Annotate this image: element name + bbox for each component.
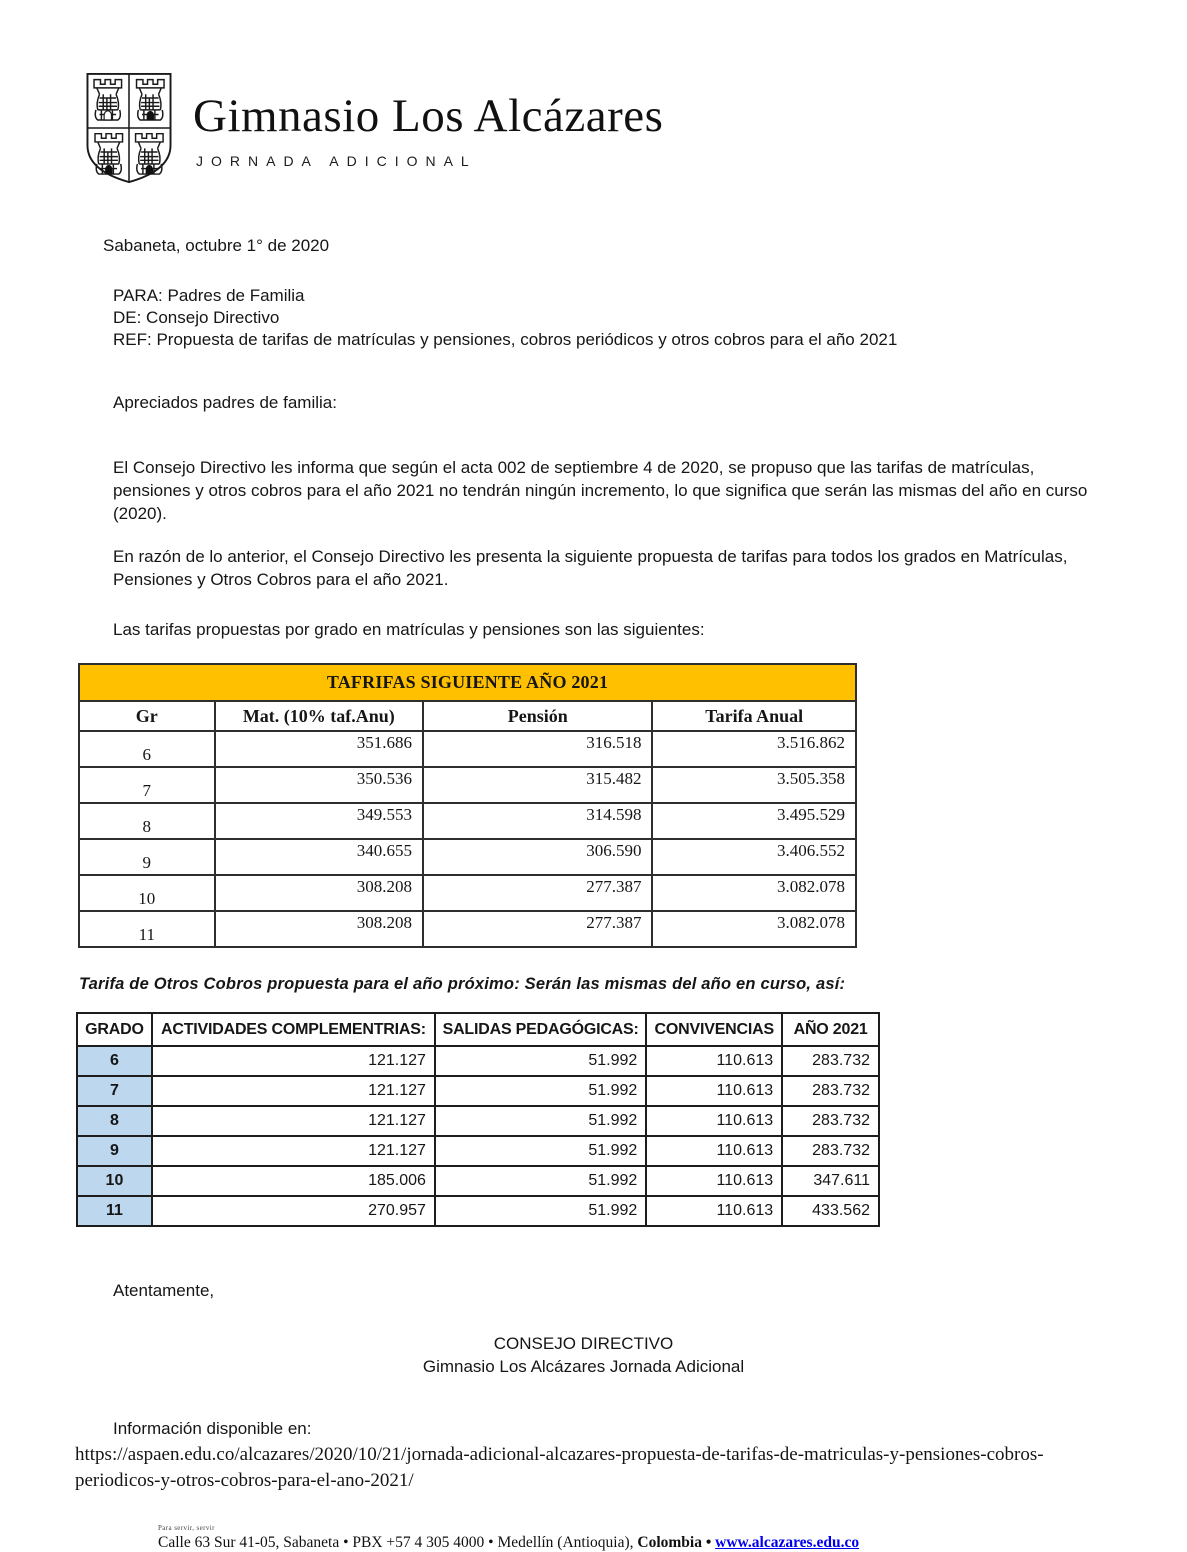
column-header-pension: Pensión — [423, 701, 652, 731]
letterhead-text — [193, 72, 663, 169]
table-cell: 121.127 — [152, 1076, 435, 1106]
table-cell: 8 — [79, 803, 215, 839]
closing: Atentamente, — [113, 1281, 215, 1300]
table-cell: 3.516.862 — [652, 731, 856, 767]
table-cell: 9 — [77, 1136, 152, 1166]
school-subtitle: JORNADA ADICIONAL — [196, 153, 477, 170]
table-cell: 51.992 — [435, 1076, 646, 1106]
table-cell: 283.732 — [782, 1136, 879, 1166]
table-cell: 277.387 — [423, 911, 652, 947]
table-cell: 110.613 — [646, 1076, 782, 1106]
letterhead — [85, 72, 1092, 184]
table-cell: 306.590 — [423, 839, 652, 875]
table-cell: 185.006 — [152, 1166, 435, 1196]
paragraph-2: En razón de lo anterior, el Consejo Directivo les presenta la siguiente propuesta de tarifas para todos los grados en Matrículas, Pensiones y Otros Cobros para el año 2021. — [113, 547, 1068, 589]
other-charges-table-body — [77, 1046, 879, 1226]
table-cell: 110.613 — [646, 1136, 782, 1166]
table-row — [79, 731, 856, 767]
table-cell: 51.992 — [435, 1136, 646, 1166]
table-row — [77, 1196, 879, 1226]
signature-line-2: Gimnasio Los Alcázares Jornada Adicional — [422, 1357, 745, 1376]
table-cell: 270.957 — [152, 1196, 435, 1226]
footer-address-text: Calle 63 Sur 41-05, Sabaneta • PBX +57 4 305 4000 • Medellín (Antioquia), — [158, 1534, 638, 1551]
table-cell: 3.495.529 — [652, 803, 856, 839]
table-cell: 283.732 — [782, 1076, 879, 1106]
table-cell: 51.992 — [435, 1166, 646, 1196]
table-cell: 121.127 — [152, 1046, 435, 1076]
recipient-block — [113, 285, 1092, 351]
table-cell: 6 — [77, 1046, 152, 1076]
signature-block — [75, 1332, 1092, 1378]
ref-line: REF: Propuesta de tarifas de matrículas y pensiones, cobros periódicos y otros cobros para el año 2021 — [113, 330, 898, 349]
footer-address — [158, 1534, 1092, 1552]
table-cell: 51.992 — [435, 1046, 646, 1076]
table-cell: 110.613 — [646, 1046, 782, 1076]
paragraph-3: Las tarifas propuestas por grado en matrículas y pensiones son las siguientes: — [113, 620, 705, 639]
school-crest-icon — [85, 72, 173, 184]
other-charges-table — [76, 1012, 880, 1227]
table-cell: 283.732 — [782, 1046, 879, 1076]
table-cell: 3.082.078 — [652, 875, 856, 911]
footer-separator: • — [701, 1534, 716, 1551]
table-cell: 277.387 — [423, 875, 652, 911]
table-cell: 7 — [77, 1076, 152, 1106]
paragraph-1: El Consejo Directivo les informa que según el acta 002 de septiembre 4 de 2020, se propuso que las tarifas de matrículas, pensiones y otros cobros para el año 2021 no tendrán ningún incremento, lo que significa que serán las mismas del año en curso (2020). — [113, 458, 1088, 523]
table-cell: 121.127 — [152, 1106, 435, 1136]
table-cell: 10 — [79, 875, 215, 911]
school-name: Gimnasio Los Alcázares — [193, 90, 664, 142]
table-cell: 3.505.358 — [652, 767, 856, 803]
table-cell: 351.686 — [215, 731, 423, 767]
table-row — [79, 875, 856, 911]
table-row — [77, 1106, 879, 1136]
table-row — [79, 911, 856, 947]
table-row — [77, 1136, 879, 1166]
table-cell: 283.732 — [782, 1106, 879, 1136]
date-line: Sabaneta, octubre 1° de 2020 — [103, 236, 330, 255]
other-charges-table-head — [77, 1013, 879, 1046]
para-line: PARA: Padres de Familia — [113, 286, 305, 305]
tariff-table — [78, 663, 857, 948]
column-header-ano-2021: AÑO 2021 — [782, 1013, 879, 1046]
table-cell: 110.613 — [646, 1196, 782, 1226]
other-charges-intro: Tarifa de Otros Cobros propuesta para el año próximo: Serán las mismas del año en curso, así: — [79, 975, 846, 993]
table-cell: 308.208 — [215, 911, 423, 947]
table-cell: 315.482 — [423, 767, 652, 803]
table-cell: 10 — [77, 1166, 152, 1196]
table-cell: 8 — [77, 1106, 152, 1136]
table-row — [77, 1076, 879, 1106]
info-label: Información disponible en: — [113, 1419, 312, 1438]
footer-motto: Para servir, servir — [158, 1524, 215, 1532]
signature-line-1: CONSEJO DIRECTIVO — [493, 1334, 674, 1353]
column-header-tarifa-anual: Tarifa Anual — [652, 701, 856, 731]
table-cell: 433.562 — [782, 1196, 879, 1226]
table-cell: 110.613 — [646, 1166, 782, 1196]
table-cell: 7 — [79, 767, 215, 803]
tariff-table-head — [79, 664, 856, 731]
table-cell: 51.992 — [435, 1106, 646, 1136]
table-cell: 3.406.552 — [652, 839, 856, 875]
table-cell: 316.518 — [423, 731, 652, 767]
table-cell: 6 — [79, 731, 215, 767]
table-cell: 314.598 — [423, 803, 652, 839]
table-cell: 340.655 — [215, 839, 423, 875]
table-cell: 11 — [77, 1196, 152, 1226]
column-header-salidas: SALIDAS PEDAGÓGICAS: — [435, 1013, 646, 1046]
column-header-grado: GRADO — [77, 1013, 152, 1046]
info-url: https://aspaen.edu.co/alcazares/2020/10/21/jornada-adicional-alcazares-propuesta-de-tarifas-de-matriculas-y-pensiones-cobros-periodicos-y-otros-cobros-para-el-ano-2021/ — [75, 1444, 1044, 1491]
other-charges-header-row — [77, 1013, 879, 1046]
de-line: DE: Consejo Directivo — [113, 308, 280, 327]
footer — [158, 1524, 1092, 1552]
table-row — [77, 1046, 879, 1076]
column-header-convivencias: CONVIVENCIAS — [646, 1013, 782, 1046]
table-row — [77, 1166, 879, 1196]
table-cell: 9 — [79, 839, 215, 875]
column-header-gr: Gr — [79, 701, 215, 731]
table-cell: 308.208 — [215, 875, 423, 911]
table-cell: 51.992 — [435, 1196, 646, 1226]
footer-country: Colombia — [637, 1534, 702, 1551]
table-cell: 349.553 — [215, 803, 423, 839]
table-row — [79, 803, 856, 839]
table-cell: 347.611 — [782, 1166, 879, 1196]
greeting: Apreciados padres de familia: — [113, 393, 337, 412]
tariff-table-header-row — [79, 701, 856, 731]
table-row — [79, 839, 856, 875]
column-header-actividades: ACTIVIDADES COMPLEMENTRIAS: — [152, 1013, 435, 1046]
table-cell: 110.613 — [646, 1106, 782, 1136]
column-header-mat: Mat. (10% taf.Anu) — [215, 701, 423, 731]
table-cell: 121.127 — [152, 1136, 435, 1166]
table-cell: 350.536 — [215, 767, 423, 803]
tariff-table-body — [79, 731, 856, 947]
tariff-table-title-row — [79, 664, 856, 701]
tariff-table-title: TAFRIFAS SIGUIENTE AÑO 2021 — [79, 664, 856, 701]
table-cell: 3.082.078 — [652, 911, 856, 947]
table-row — [79, 767, 856, 803]
table-cell: 11 — [79, 911, 215, 947]
website-link[interactable]: www.alcazares.edu.co — [715, 1534, 860, 1551]
